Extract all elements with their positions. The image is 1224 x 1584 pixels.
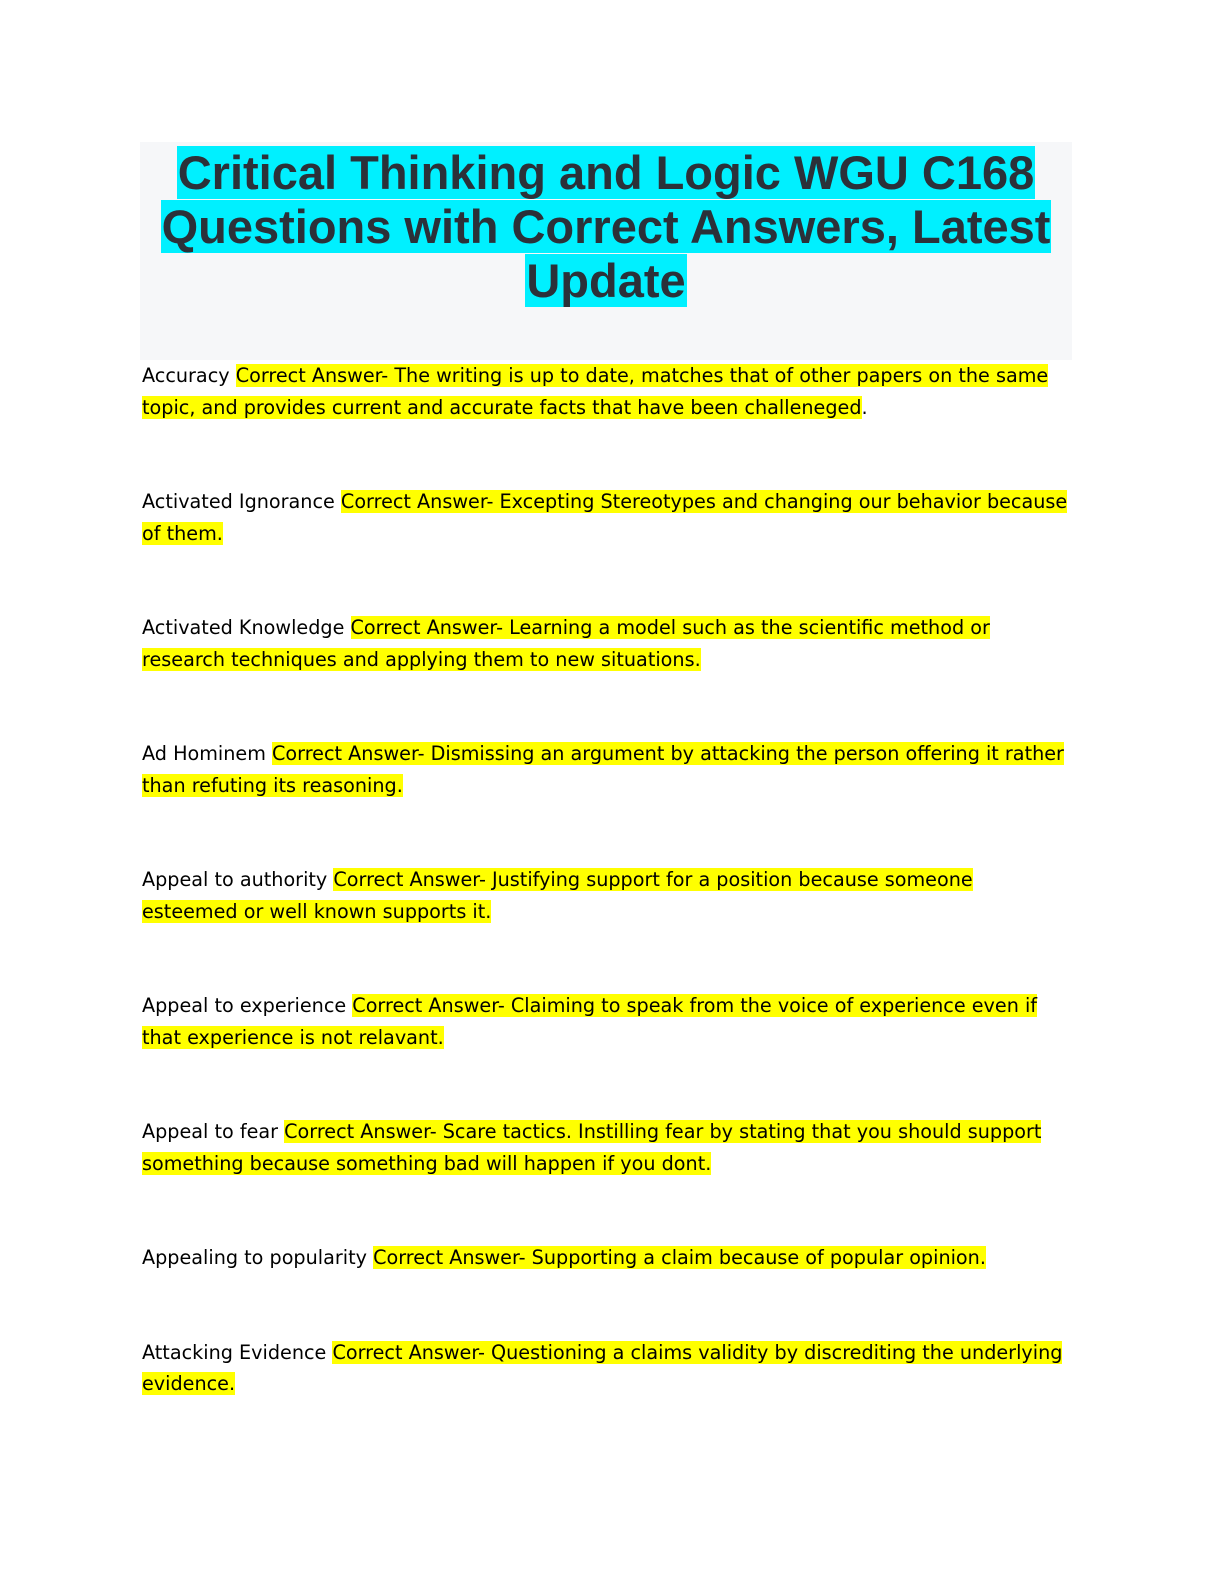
entry-term: Ad Hominem — [142, 742, 266, 765]
entry-activated-knowledge — [142, 612, 1074, 675]
entry-appeal-to-experience — [142, 990, 1074, 1053]
entry-term: Appeal to experience — [142, 994, 347, 1017]
entry-answer: Correct Answer- The writing is up to date, matches that of other papers on the same topic, and provides current and accurate facts that have been challeneged — [142, 364, 1049, 419]
entry-list — [142, 360, 1074, 1463]
entry-answer: Correct Answer- Excepting Stereotypes and changing our behavior because of them. — [142, 490, 1068, 545]
title-box — [140, 142, 1072, 360]
entry-term: Activated Knowledge — [142, 616, 345, 639]
entry-term: Appeal to authority — [142, 868, 328, 891]
entry-answer: Correct Answer- Claiming to speak from the voice of experience even if that experience is not relavant. — [142, 994, 1038, 1049]
entry-attacking-evidence — [142, 1337, 1074, 1400]
entry-accuracy — [142, 360, 1074, 423]
document-title — [140, 146, 1072, 308]
entry-answer: Correct Answer- Supporting a claim because of popular opinion. — [373, 1246, 986, 1269]
entry-term: Appealing to popularity — [142, 1246, 367, 1269]
entry-appeal-to-authority — [142, 864, 1074, 927]
entry-trailing: . — [861, 395, 868, 419]
entry-appeal-to-fear — [142, 1116, 1074, 1179]
entry-answer: Correct Answer- Justifying support for a position because someone esteemed or well known supports it. — [142, 868, 973, 923]
entry-term: Accuracy — [142, 364, 230, 387]
entry-term: Activated Ignorance — [142, 490, 335, 513]
entry-answer: Correct Answer- Dismissing an argument by attacking the person offering it rather than refuting its reasoning. — [142, 742, 1064, 797]
document-title-text: Critical Thinking and Logic WGU C168 Questions with Correct Answers, Latest Update — [161, 146, 1051, 307]
entry-answer: Correct Answer- Scare tactics. Instilling fear by stating that you should support something because something bad will happen if you dont. — [142, 1120, 1042, 1175]
entry-appealing-to-popularity — [142, 1242, 1074, 1274]
entry-answer: Correct Answer- Questioning a claims validity by discrediting the underlying evidence. — [142, 1340, 1063, 1395]
entry-ad-hominem — [142, 738, 1074, 801]
entry-term: Attacking Evidence — [142, 1340, 327, 1364]
entry-activated-ignorance — [142, 486, 1074, 549]
entry-answer: Correct Answer- Learning a model such as the scientific method or research techniques and applying them to new situations. — [142, 616, 990, 671]
entry-term: Appeal to fear — [142, 1120, 279, 1143]
